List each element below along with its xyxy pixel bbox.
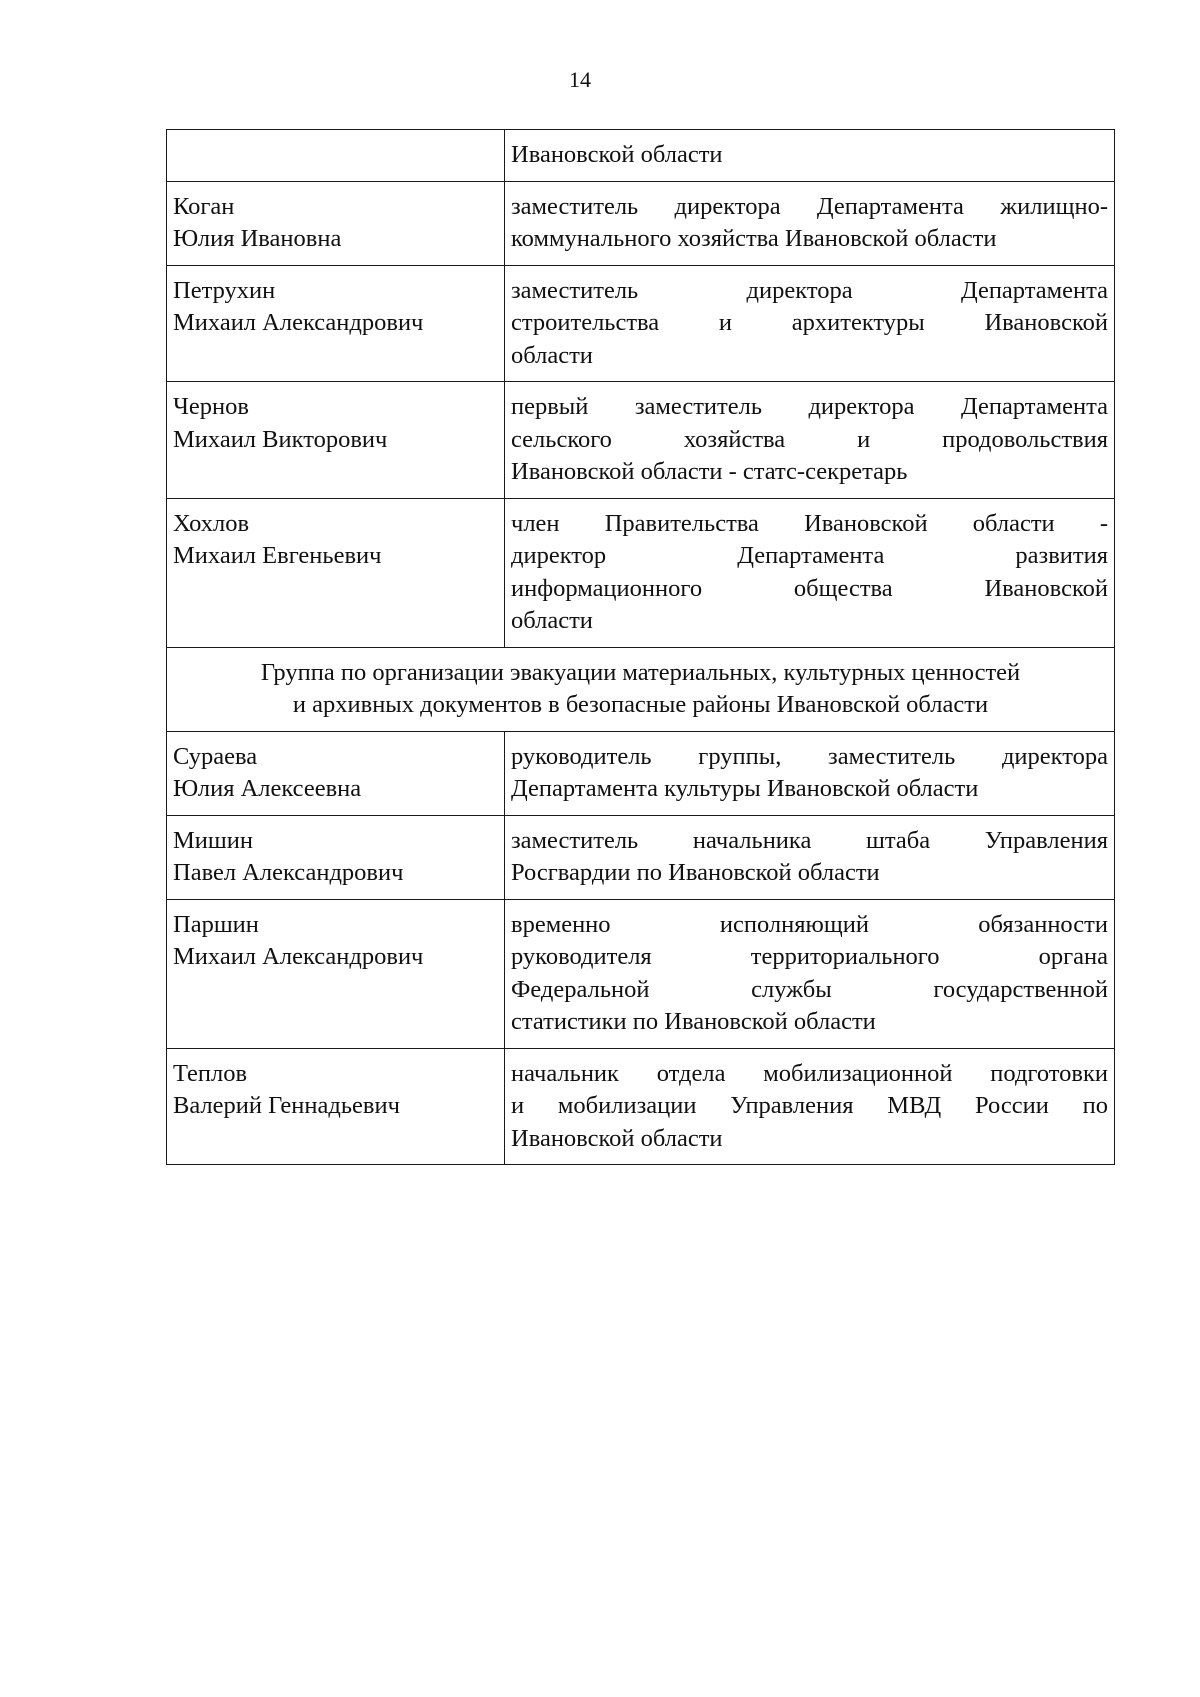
group-heading-line: Группа по организации эвакуации материальных, культурных ценностей [260,658,1021,686]
role-cell [505,899,1115,1048]
given-names: Юлия Ивановна [173,225,342,252]
table-row [167,181,1115,265]
roster-table-body [167,130,1115,1165]
given-names: Михаил Александрович [173,943,424,970]
role-cell [505,130,1115,182]
table-row [167,1048,1115,1165]
table-row [167,731,1115,815]
group-heading-line: и архивных документов в безопасные районы Ивановской области [292,691,989,718]
surname: Теплов [173,1059,248,1087]
role-line: руководитель группы, заместитель директора [511,742,1108,770]
name-cell [167,899,505,1048]
group-heading-row [167,647,1115,731]
role-line: и мобилизации Управления МВД России по [511,1092,1108,1119]
name-cell [167,815,505,899]
table-row [167,130,1115,182]
role-line: статистики по Ивановской области [511,1008,876,1035]
table-row [167,498,1115,647]
role-line: коммунального хозяйства Ивановской области [511,225,997,252]
role-cell [505,731,1115,815]
role-line: начальник отдела мобилизационной подготовки [511,1059,1108,1087]
table-row [167,382,1115,499]
role-line: области [511,607,593,634]
role-cell [505,815,1115,899]
role-line: строительства и архитектуры Ивановской [511,309,1108,336]
role-line: первый заместитель директора Департамента [511,393,1108,420]
role-line: Ивановской области - статс-секретарь [511,458,908,485]
surname: Петрухин [173,276,276,304]
role-line: член Правительства Ивановской области - [511,509,1108,537]
name-cell [167,265,505,382]
page-number: 14 [569,67,591,92]
name-cell [167,498,505,647]
role-line: сельского хозяйства и продовольствия [511,425,1108,453]
given-names: Михаил Евгеньевич [173,542,382,569]
table-row [167,265,1115,382]
given-names: Юлия Алексеевна [173,775,362,802]
role-cell [505,265,1115,382]
role-line: Федеральной службы государственной [511,975,1108,1003]
role-cell [505,382,1115,499]
given-names: Валерий Геннадьевич [173,1092,400,1119]
role-cell [505,1048,1115,1165]
table-row [167,899,1115,1048]
surname: Мишин [173,826,253,854]
name-cell [167,731,505,815]
name-cell [167,1048,505,1165]
role-line: информационного общества Ивановской [511,574,1108,602]
surname: Коган [173,192,235,220]
surname: Паршин [173,910,259,938]
role-line: заместитель директора Департамента жилищно- [511,192,1108,220]
role-line: области [511,341,593,369]
role-line: Департамента культуры Ивановской области [511,775,979,802]
role-line: заместитель начальника штаба Управления [511,826,1108,854]
roster-table [166,129,1115,1165]
given-names: Михаил Викторович [173,425,388,453]
role-line: заместитель директора Департамента [511,276,1108,304]
role-line: временно исполняющий обязанности [511,910,1108,938]
surname: Чернов [173,393,249,420]
surname: Хохлов [173,509,250,537]
group-heading [167,647,1115,731]
given-names: Павел Александрович [173,859,404,886]
name-cell [167,130,505,182]
role-cell [505,498,1115,647]
name-cell [167,382,505,499]
table-row [167,815,1115,899]
surname: Сураева [173,742,258,770]
role-line: Ивановской области [511,141,723,168]
given-names: Михаил Александрович [173,309,424,336]
role-line: директор Департамента развития [511,542,1108,569]
name-cell [167,181,505,265]
role-line: Росгвардии по Ивановской области [511,859,880,886]
role-line: Ивановской области [511,1124,723,1152]
role-cell [505,181,1115,265]
role-line: руководителя территориального органа [511,943,1108,970]
